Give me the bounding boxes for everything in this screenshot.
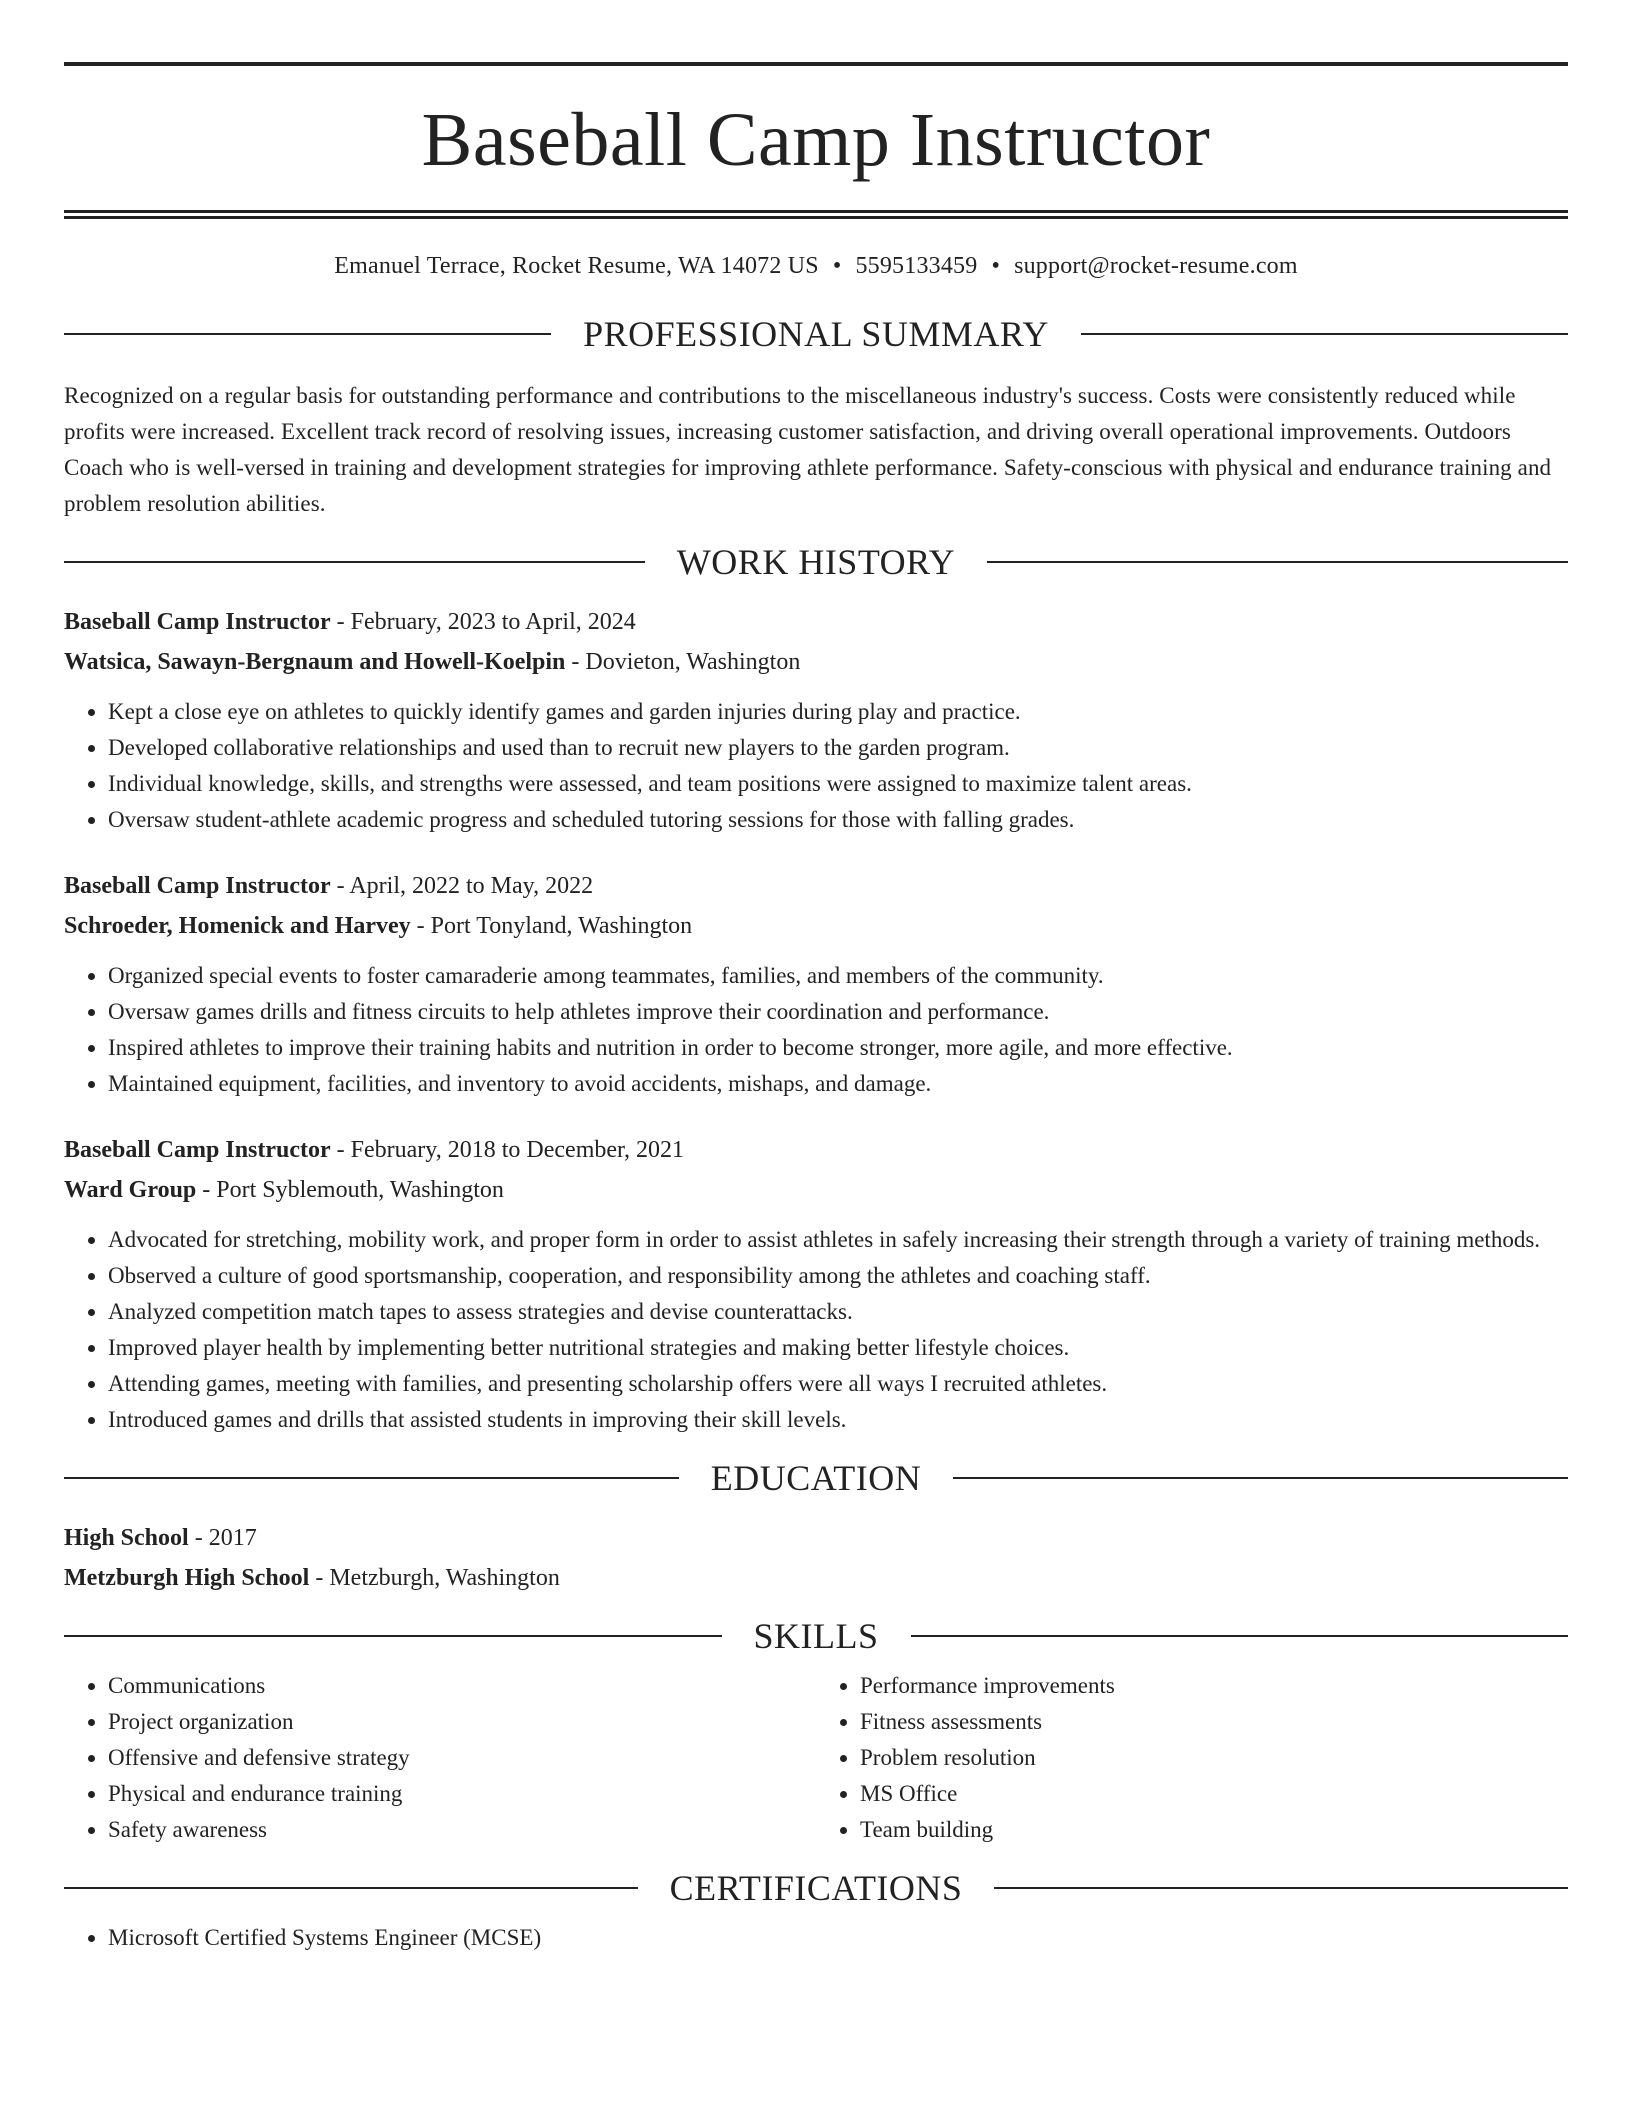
job-title: Baseball Camp Instructor <box>64 1137 331 1163</box>
job-company-line <box>64 906 1568 946</box>
education-degree-line <box>64 1518 1568 1558</box>
job-bullet: • Improved player health by implementing better nutritional strategies and making better lifestyle choices. <box>108 1330 1568 1366</box>
section-title: PROFESSIONAL SUMMARY <box>583 314 1049 354</box>
skills-grid <box>64 1668 1568 1848</box>
job-bullets <box>64 1222 1568 1438</box>
summary-text: Recognized on a regular basis for outstanding performance and contributions to the miscellaneous industry's success. Costs were consistently reduced while profits were increased. Excellent track record of resolving issues, increasing customer satisfaction, and driving overall operational improvements. Outdoors Coach who is well-versed in training and development strategies for improving athlete performance. Safety-conscious with physical and endurance training and problem resolution abilities. <box>64 383 1552 516</box>
skill-item: • Communications <box>108 1668 816 1704</box>
contact-separator: • <box>991 253 1001 279</box>
section-title: SKILLS <box>753 1616 879 1656</box>
contact-line <box>64 253 1568 280</box>
job-company: Watsica, Sawayn-Bergnaum and Howell-Koelpin <box>64 649 566 675</box>
job-bullet: • Individual knowledge, skills, and strengths were assessed, and team positions were assigned to maximize talent areas. <box>108 766 1568 802</box>
skill-item: • Problem resolution <box>860 1740 1568 1776</box>
education-school: Metzburgh High School <box>64 1565 310 1591</box>
section-title: WORK HISTORY <box>676 542 956 582</box>
contact-address: Emanuel Terrace, Rocket Resume, WA 14072 US <box>334 253 819 279</box>
job-bullet: • Developed collaborative relationships and used than to recruit new players to the garden program. <box>108 730 1568 766</box>
job-entry <box>64 602 1568 838</box>
contact-separator: • <box>832 253 842 279</box>
skill-item: • Performance improvements <box>860 1668 1568 1704</box>
job-title-line <box>64 602 1568 642</box>
job-title-line <box>64 1130 1568 1170</box>
heading-rule-right <box>953 1477 1568 1479</box>
job-dates: - February, 2018 to December, 2021 <box>330 1137 685 1163</box>
job-company-line <box>64 1170 1568 1210</box>
heading-rule-left <box>64 1887 638 1889</box>
job-bullet: • Inspired athletes to improve their training habits and nutrition in order to become stronger, more agile, and more effective. <box>108 1030 1568 1066</box>
heading-rule-left <box>64 561 645 563</box>
job-bullet: • Attending games, meeting with families, and presenting scholarship offers were all ways I recruited athletes. <box>108 1366 1568 1402</box>
section-title: CERTIFICATIONS <box>669 1868 963 1908</box>
section-heading-certifications <box>64 1870 1568 1906</box>
section-heading-summary <box>64 316 1568 352</box>
skill-item: • MS Office <box>860 1776 1568 1812</box>
job-location: - Dovieton, Washington <box>565 649 801 675</box>
contact-phone: 5595133459 <box>855 253 978 279</box>
job-entry <box>64 1130 1568 1438</box>
heading-rule-left <box>64 333 551 335</box>
job-bullet: • Kept a close eye on athletes to quickly identify games and garden injuries during play and practice. <box>108 694 1568 730</box>
job-dates: - February, 2023 to April, 2024 <box>330 609 636 635</box>
job-title: Baseball Camp Instructor <box>64 873 331 899</box>
job-bullets <box>64 694 1568 838</box>
contact-email: support@rocket-resume.com <box>1014 253 1298 279</box>
job-location: - Port Syblemouth, Washington <box>196 1177 504 1203</box>
skills-column-left <box>64 1668 816 1848</box>
job-bullet: • Oversaw student-athlete academic progress and scheduled tutoring sessions for those with falling grades. <box>108 802 1568 838</box>
education-degree: High School <box>64 1525 189 1551</box>
section-heading-skills <box>64 1618 1568 1654</box>
job-bullet: • Observed a culture of good sportsmanship, cooperation, and responsibility among the athletes and coaching staff. <box>108 1258 1568 1294</box>
education-year: - 2017 <box>188 1525 257 1551</box>
job-bullet: • Introduced games and drills that assisted students in improving their skill levels. <box>108 1402 1568 1438</box>
job-bullet: • Maintained equipment, facilities, and inventory to avoid accidents, mishaps, and damage. <box>108 1066 1568 1102</box>
skill-item: • Project organization <box>108 1704 816 1740</box>
job-title-line <box>64 866 1568 906</box>
job-title: Baseball Camp Instructor <box>64 609 331 635</box>
heading-rule-right <box>911 1635 1569 1637</box>
education-location: - Metzburgh, Washington <box>309 1565 560 1591</box>
certification-item: • Microsoft Certified Systems Engineer (MCSE) <box>108 1920 1568 1956</box>
skill-item: • Safety awareness <box>108 1812 816 1848</box>
job-bullet: • Advocated for stretching, mobility work, and proper form in order to assist athletes in safely increasing their strength through a variety of training methods. <box>108 1222 1568 1258</box>
education-entry <box>64 1518 1568 1598</box>
skill-item: • Team building <box>860 1812 1568 1848</box>
heading-rule-right <box>987 561 1568 563</box>
skill-item: • Offensive and defensive strategy <box>108 1740 816 1776</box>
job-company: Ward Group <box>64 1177 197 1203</box>
job-company: Schroeder, Homenick and Harvey <box>64 913 411 939</box>
job-entry <box>64 866 1568 1102</box>
resume-name: Baseball Camp Instructor <box>421 98 1211 182</box>
skill-item: • Physical and endurance training <box>108 1776 816 1812</box>
job-bullets <box>64 958 1568 1102</box>
job-bullet: • Organized special events to foster camaraderie among teammates, families, and members of the community. <box>108 958 1568 994</box>
heading-rule-right <box>994 1887 1568 1889</box>
section-heading-work <box>64 544 1568 580</box>
section-title: EDUCATION <box>710 1458 922 1498</box>
certifications-list <box>64 1920 1568 1956</box>
job-company-line <box>64 642 1568 682</box>
top-rule <box>64 62 1568 66</box>
skills-column-right <box>816 1668 1568 1848</box>
heading-rule-left <box>64 1477 679 1479</box>
heading-rule-right <box>1081 333 1568 335</box>
name-double-rule <box>64 210 1568 219</box>
job-location: - Port Tonyland, Washington <box>410 913 693 939</box>
section-heading-education <box>64 1460 1568 1496</box>
heading-rule-left <box>64 1635 722 1637</box>
skill-item: • Fitness assessments <box>860 1704 1568 1740</box>
education-school-line <box>64 1558 1568 1598</box>
job-dates: - April, 2022 to May, 2022 <box>330 873 594 899</box>
job-bullet: • Oversaw games drills and fitness circuits to help athletes improve their coordination and performance. <box>108 994 1568 1030</box>
job-bullet: • Analyzed competition match tapes to assess strategies and devise counterattacks. <box>108 1294 1568 1330</box>
